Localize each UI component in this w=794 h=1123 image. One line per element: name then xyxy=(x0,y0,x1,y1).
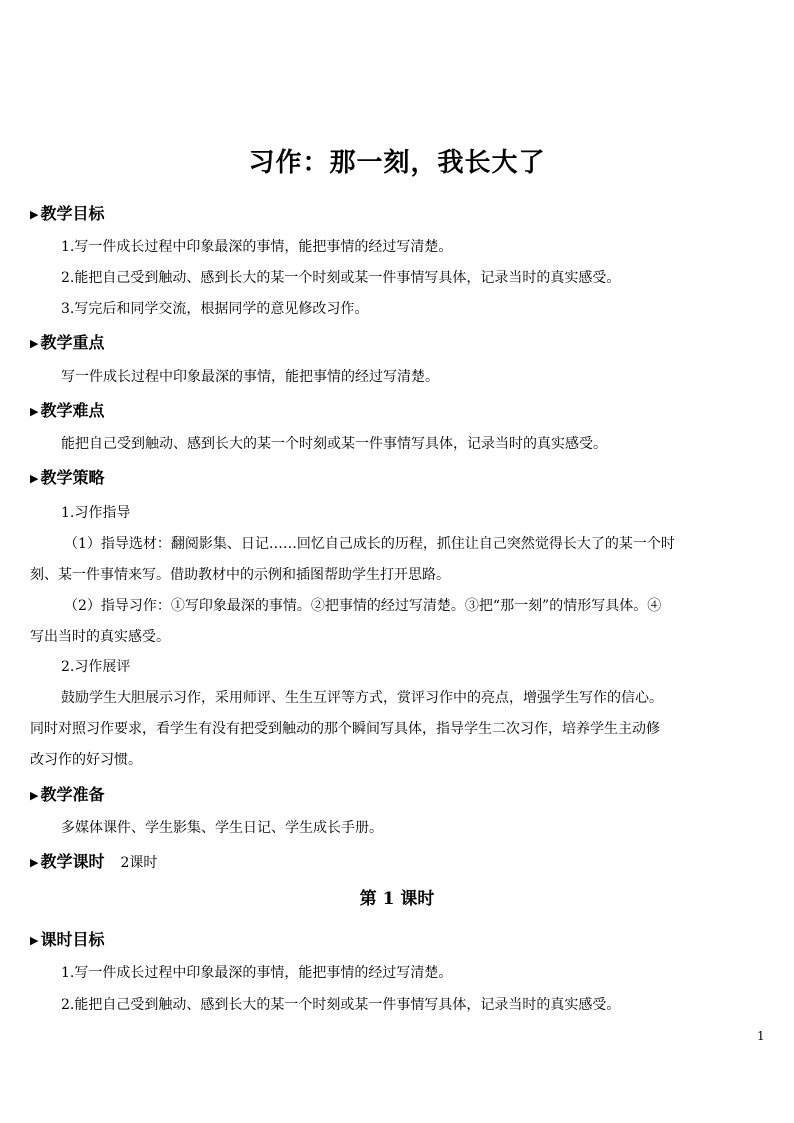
triangle-bullet-icon: ▶ xyxy=(30,934,39,947)
goal-item-3: 3.写完后和同学交流，根据同学的意见修改习作。 xyxy=(61,301,369,317)
heading-preparation: ▶ 教学准备 xyxy=(30,783,104,808)
goal-item-1: 1.写一件成长过程中印象最深的事情，能把事情的经过写清楚。 xyxy=(61,239,453,255)
preparation-text: 多媒体课件、学生影集、学生日记、学生成长手册。 xyxy=(61,820,383,836)
strategy-p1-line2: 刻、某一件事情来写。借助教材中的示例和插图帮助学生打开思路。 xyxy=(30,567,450,583)
lesson-goal-item-2: 2.能把自己受到触动、感到长大的某一个时刻或某一件事情写具体，记录当时的真实感受。 xyxy=(61,997,621,1013)
lesson-goal-item-1: 1.写一件成长过程中印象最深的事情，能把事情的经过写清楚。 xyxy=(61,965,453,981)
heading-strategy: ▶ 教学策略 xyxy=(30,466,104,491)
strategy-sub2-title: 2.习作展评 xyxy=(61,659,131,675)
heading-periods: ▶ 教学课时 2课时 xyxy=(30,850,157,875)
strategy-p1-line1: （1）指导选材：翻阅影集、日记……回忆自己成长的历程，抓住让自己突然觉得长大了的某一个时 xyxy=(64,536,675,552)
goal-item-2: 2.能把自己受到触动、感到长大的某一个时刻或某一件事情写具体，记录当时的真实感受。 xyxy=(61,270,621,286)
triangle-bullet-icon: ▶ xyxy=(30,337,39,350)
strategy-p3-line1: 鼓励学生大胆展示习作，采用师评、生生互评等方式，赏评习作中的亮点，增强学生写作的信心。 xyxy=(61,690,663,706)
triangle-bullet-icon: ▶ xyxy=(30,472,39,485)
lesson-1-title: 第 1 课时 xyxy=(359,889,435,909)
triangle-bullet-icon: ▶ xyxy=(30,405,39,418)
key-points-text: 写一件成长过程中印象最深的事情，能把事情的经过写清楚。 xyxy=(61,369,439,385)
heading-teaching-goals: ▶ 教学目标 xyxy=(30,202,104,227)
strategy-sub1-title: 1.习作指导 xyxy=(61,505,131,521)
page-number: 1 xyxy=(757,1029,765,1043)
heading-difficulties: ▶ 教学难点 xyxy=(30,399,104,424)
document-title: 习作：那一刻，我长大了 xyxy=(248,148,546,178)
triangle-bullet-icon: ▶ xyxy=(30,208,39,221)
difficulties-text: 能把自己受到触动、感到长大的某一个时刻或某一件事情写具体，记录当时的真实感受。 xyxy=(61,436,607,452)
triangle-bullet-icon: ▶ xyxy=(30,856,39,869)
strategy-p3-line3: 改习作的好习惯。 xyxy=(30,752,142,768)
periods-value: 2课时 xyxy=(120,855,158,871)
triangle-bullet-icon: ▶ xyxy=(30,789,39,802)
strategy-p2-line2: 写出当时的真实感受。 xyxy=(30,629,170,645)
strategy-p2-line1: （2）指导习作：①写印象最深的事情。②把事情的经过写清楚。③把“那一刻”的情形写具体。④ xyxy=(64,598,662,614)
strategy-p3-line2: 同时对照习作要求，看学生有没有把受到触动的那个瞬间写具体，指导学生二次习作，培养学生主动修 xyxy=(30,721,660,737)
heading-lesson-goals: ▶ 课时目标 xyxy=(30,928,104,953)
heading-key-points: ▶ 教学重点 xyxy=(30,331,104,356)
